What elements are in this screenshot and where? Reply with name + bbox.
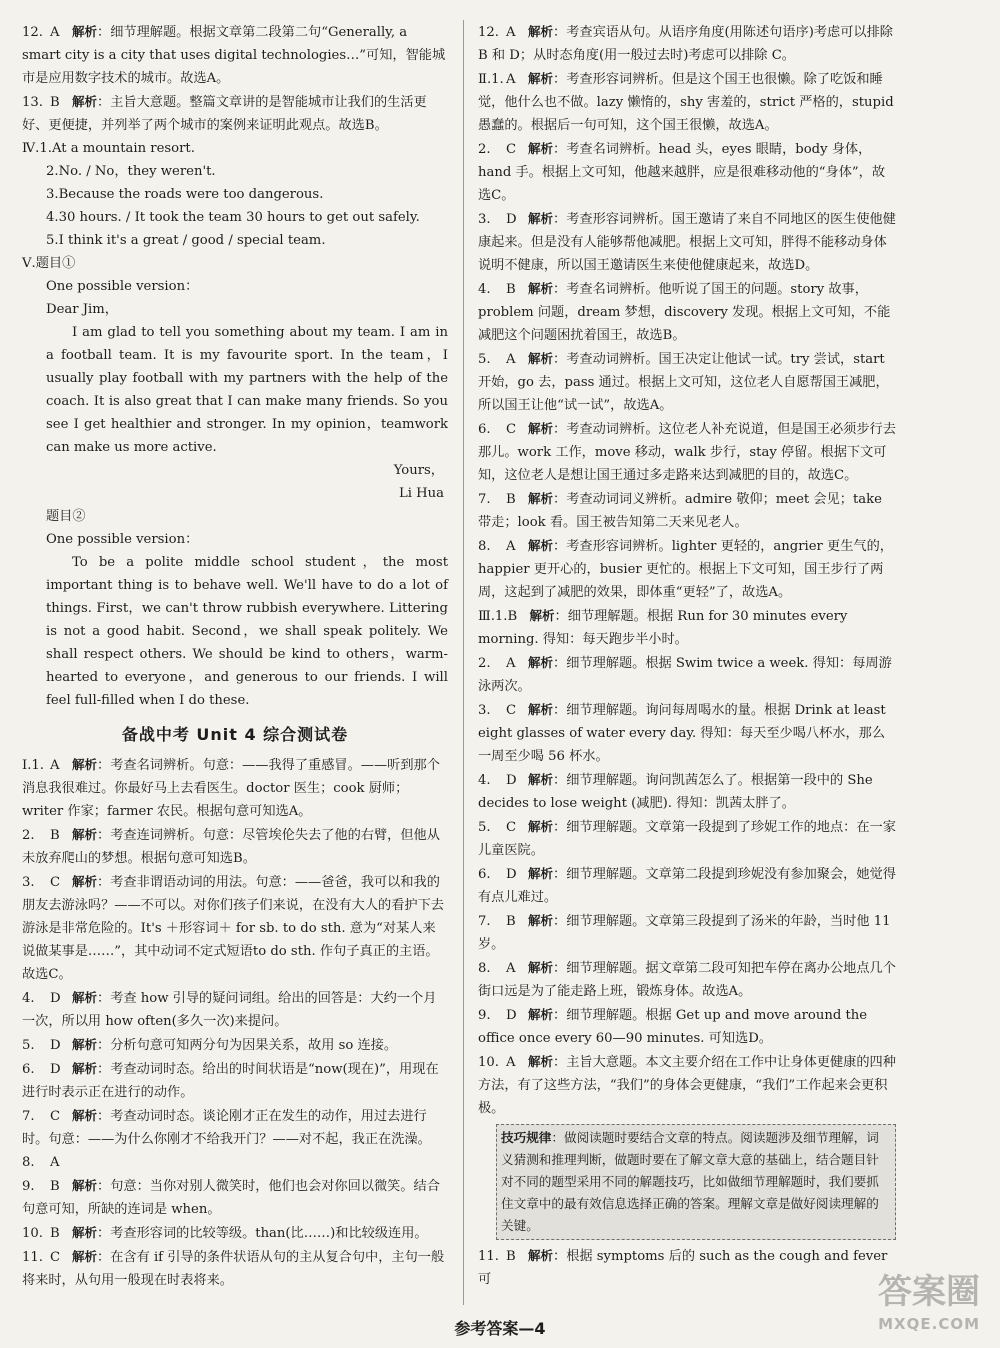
item-number: 8.: [22, 1155, 35, 1170]
explanation-label: 解析: [529, 608, 555, 623]
item-number: Ⅱ.1.: [478, 72, 504, 87]
answer-item: [478, 768, 896, 815]
answer-item: [22, 986, 448, 1033]
answer-item: [22, 90, 448, 137]
explanation-label: 解析: [72, 94, 98, 109]
answer-item: [22, 1221, 448, 1245]
explanation-text: 考查非谓语动词的用法。句意：——爸爸，我可以和我的朋友去游泳吗？——不可以。对你们孩子们来说，在没有大人的看护下去游泳是非常危险的。It's ＋形容词＋ for sb. to do sth. 意为“对某人来说做某事是……”，其中动词不定式短语to do sth. 作句子真正的主语。故选C。: [22, 875, 444, 982]
label-colon: ：: [97, 1062, 111, 1077]
explanation-label: 解析: [528, 772, 554, 787]
section-title: 备战中考 Unit 4 综合测试卷: [121, 725, 349, 744]
item-number: 10.: [22, 1226, 43, 1241]
item-number: 3.: [478, 212, 491, 227]
label-colon: ：: [97, 25, 111, 40]
tip-colon: ：: [551, 1130, 564, 1145]
page-footer: 参考答案—4: [454, 1319, 546, 1338]
item-answer: B: [506, 282, 516, 297]
explanation-label: 解析: [528, 1248, 554, 1263]
explanation-text: 细节理解题。文章第三段提到了汤米的年龄，当时他 11 岁。: [478, 914, 891, 952]
explanation-text: 细节理解题。根据 Swim twice a week. 得知：每周游泳两次。: [478, 656, 892, 694]
explanation-text: 根据 symptoms 后的 such as the cough and fever 可: [478, 1249, 888, 1287]
tip-text: 做阅读题时要结合文章的特点。阅读题涉及细节理解，词义猜测和推理判断，做题时要在了解文章大意的基础上，结合题目针对不同的题型采用不同的解题技巧，比如做细节理解题时，我们要抓住文章中的最有效信息选择正确的答案。理解文章是做好阅读理解的关键。: [501, 1130, 879, 1233]
watermark-text: 答案圈: [878, 1272, 980, 1312]
signoff-text: Li Hua: [398, 486, 444, 501]
explanation-label: 解析: [72, 990, 98, 1005]
label-colon: ：: [553, 961, 567, 976]
answer-line: 2.No. / No，they weren't.: [46, 164, 216, 179]
explanation-text: 分析句意可知两分句为因果关系，故用 so 连接。: [110, 1038, 398, 1053]
item-answer: A: [506, 352, 516, 367]
item-answer: C: [50, 1109, 61, 1124]
explanation-label: 解析: [528, 24, 554, 39]
item-number: 4.: [22, 991, 35, 1006]
answer-item: [478, 347, 896, 417]
tip-label: 技巧规律: [501, 1130, 552, 1145]
item-number: 10.: [478, 1055, 499, 1070]
item-answer: B: [507, 609, 518, 624]
item-number: 5.: [478, 352, 491, 367]
label-colon: ：: [553, 352, 567, 367]
section-line: Ⅴ.题目①: [22, 256, 76, 271]
answer-item: [22, 1174, 448, 1221]
label-colon: ：: [553, 773, 567, 788]
explanation-label: 解析: [528, 1007, 554, 1022]
answer-line: 4.30 hours. / It took the team 30 hours to get out safely.: [46, 210, 420, 225]
item-answer: B: [50, 1179, 60, 1194]
answer-item: [478, 487, 896, 534]
answer-line: One possible version：: [46, 279, 199, 294]
explanation-label: 解析: [72, 874, 98, 889]
item-answer: C: [506, 703, 517, 718]
item-number: 6.: [22, 1062, 35, 1077]
label-colon: ：: [553, 867, 567, 882]
label-colon: ：: [553, 422, 567, 437]
item-answer: A: [50, 25, 60, 40]
answer-item: [478, 1050, 896, 1120]
explanation-text: 考查动词词义辨析。admire 敬仰；meet 会见；take 带走；look 看。国王被告知第二天来见老人。: [478, 492, 882, 530]
item-answer: B: [506, 1249, 516, 1264]
explanation-label: 解析: [72, 1178, 98, 1193]
answer-item: [478, 67, 896, 137]
explanation-text: 在含有 if 引导的条件状语从句的主从复合句中，主句一般将来时，从句用一般现在时表将来。: [22, 1250, 445, 1288]
answer-item: [22, 870, 448, 986]
explanation-text: 细节理解题。文章第二段提到珍妮没有参加聚会，她觉得有点儿难过。: [478, 867, 896, 905]
item-answer: C: [50, 1250, 61, 1265]
item-number: 9.: [478, 1008, 491, 1023]
explanation-label: 解析: [528, 538, 554, 553]
answer-item: [478, 956, 896, 1003]
item-answer: A: [50, 758, 60, 773]
explanation-text: 主旨大意题。整篇文章讲的是智能城市让我们的生活更好、更便捷，并列举了两个城市的案例来证明此观点。故选B。: [22, 95, 427, 133]
item-number: 2.: [478, 656, 491, 671]
section-line: Ⅳ.1.At a mountain resort.: [22, 141, 195, 156]
explanation-text: 细节理解题。根据文章第二段第二句“Generally, a smart city is a city that uses digital technologies…”可知，智能城市是应用数字技术的城市。故选A。: [22, 25, 446, 86]
item-number: 11.: [22, 1250, 43, 1265]
explanation-label: 解析: [528, 421, 554, 436]
answer-item: [22, 1104, 448, 1151]
tip-box: [496, 1124, 896, 1240]
label-colon: ：: [553, 703, 567, 718]
explanation-text: 考查名词辨析。句意：——我得了重感冒。——听到那个消息我很难过。你最好马上去看医生。doctor 医生；cook 厨师；writer 作家；farmer 农民。根据句意可知选A。: [22, 758, 440, 819]
answer-item: [478, 137, 896, 207]
item-answer: A: [50, 1155, 60, 1170]
label-colon: ：: [553, 820, 567, 835]
item-number: 5.: [22, 1038, 35, 1053]
item-number: Ⅲ.1.: [478, 609, 508, 624]
item-answer: A: [506, 961, 516, 976]
answer-item: [478, 1003, 896, 1050]
explanation-label: 解析: [528, 351, 554, 366]
item-number: 4.: [478, 773, 491, 788]
explanation-text: 考查动词辨析。国王决定让他试一试。try 尝试，start 开始，go 去，pass 通过。根据上文可知，这位老人自愿帮国王减肥，所以国王让他“试一试”，故选A。: [478, 352, 889, 413]
item-answer: D: [50, 1038, 61, 1053]
explanation-text: 考查形容词辨析。国王邀请了来自不同地区的医生使他健康起来。但是没有人能够帮他减肥。根据上文可知，胖得不能移动身体说明不健康，所以国王邀请医生来使他健康起来，故选D。: [478, 212, 896, 273]
label-colon: ：: [97, 1179, 111, 1194]
answer-line: 题目②: [46, 509, 86, 524]
explanation-label: 解析: [528, 71, 554, 86]
item-number: 9.: [22, 1179, 35, 1194]
item-answer: B: [506, 914, 516, 929]
answer-item: [22, 1057, 448, 1104]
label-colon: ：: [97, 758, 111, 773]
label-colon: ：: [553, 72, 567, 87]
explanation-label: 解析: [72, 1249, 98, 1264]
answer-item: [478, 862, 896, 909]
explanation-text: 考查形容词辨析。但是这个国王也很懒。除了吃饭和睡觉，他什么也不做。lazy 懒惰的，shy 害羞的，strict 严格的，stupid 愚蠢的。根据后一句可知，这个国王很懒，故选A。: [478, 72, 894, 133]
label-colon: ：: [553, 656, 567, 671]
label-colon: ：: [553, 25, 567, 40]
answer-item: [478, 534, 896, 604]
answer-item: [22, 823, 448, 870]
label-colon: ：: [97, 991, 111, 1006]
item-number: 2.: [22, 828, 35, 843]
item-number: 7.: [478, 492, 491, 507]
item-answer: C: [50, 875, 61, 890]
label-colon: ：: [553, 212, 567, 227]
item-number: 4.: [478, 282, 491, 297]
watermark-url: MXQE.COM: [878, 1315, 980, 1333]
explanation-text: 考查名词辨析。head 头，eyes 眼睛，body 身体，hand 手。根据上文可知，他越来越胖，应是很难移动他的“身体”，故选C。: [478, 142, 886, 203]
item-number: 6.: [478, 422, 491, 437]
explanation-text: 细节理解题。据文章第二段可知把车停在离办公地点几个街口远是为了能走路上班，锻炼身体。故选A。: [478, 961, 896, 999]
answer-item: [478, 604, 896, 651]
column-divider: [463, 20, 464, 1305]
explanation-text: 考查形容词辨析。lighter 更轻的，angrier 更生气的，happier 更开心的，busier 更忙的。根据上下文可知，国王步行了两周，这起到了减肥的效果，即体重“更轻”了，故选A。: [478, 539, 893, 600]
item-answer: D: [50, 991, 61, 1006]
label-colon: ：: [553, 1008, 567, 1023]
explanation-label: 解析: [528, 960, 554, 975]
label-colon: ：: [97, 1038, 111, 1053]
answer-item: [478, 815, 896, 862]
item-answer: C: [506, 820, 517, 835]
explanation-label: 解析: [72, 1037, 98, 1052]
item-number: 8.: [478, 539, 491, 554]
explanation-text: 考查动词时态。谈论刚才正在发生的动作，用过去进行时。句意：——为什么你刚才不给我开门？——对不起，我正在洗澡。: [22, 1109, 431, 1147]
label-colon: ：: [553, 1055, 567, 1070]
item-number: 11.: [478, 1249, 499, 1264]
explanation-text: 细节理解题。询问凯茜怎么了。根据第一段中的 She decides to lose weight (减肥). 得知：凯茜太胖了。: [478, 773, 873, 811]
item-number: 8.: [478, 961, 491, 976]
explanation-label: 解析: [72, 1225, 98, 1240]
item-number: 3.: [22, 875, 35, 890]
essay-text: To be a polite middle school student，the most important thing is to behave well. We'll have to do a lot of things. First，we can't throw rubbish everywhere. Littering is not a good habit. Second，we shall speak politely. We shall respect others. We should be kind to others，warm-hearted to everyone，and generous to our friends. I will feel full-filled when I do these.: [46, 555, 448, 708]
explanation-text: 细节理解题。根据 Get up and move around the office once every 60—90 minutes. 可知选D。: [478, 1008, 868, 1046]
answer-item: [22, 1033, 448, 1057]
item-answer: B: [50, 828, 60, 843]
explanation-text: 考查名词辨析。他听说了国王的问题。story 故事，problem 问题，dream 梦想，discovery 发现。根据上文可知，不能减肥这个问题困扰着国王，故选B。: [478, 282, 891, 343]
item-number: 13.: [22, 95, 43, 110]
explanation-label: 解析: [72, 1108, 98, 1123]
explanation-text: 考查形容词的比较等级。than(比……)和比较级连用。: [110, 1226, 428, 1241]
explanation-label: 解析: [528, 281, 554, 296]
answer-item: [22, 1245, 448, 1292]
item-answer: D: [506, 1008, 517, 1023]
explanation-text: 考查 how 引导的疑问词组。给出的回答是：大约一个月一次，所以用 how often(多久一次)来提问。: [22, 991, 437, 1029]
explanation-text: 考查动词辨析。这位老人补充说道，但是国王必须步行去那儿。work 工作，move 移动，walk 步行，stay 停留。根据下文可知，这位老人是想让国王通过多走路来达到减肥的目的，故选C。: [478, 422, 896, 483]
item-number: Ⅰ.1.: [22, 758, 44, 773]
explanation-text: 考查动词时态。给出的时间状语是“now(现在)”，用现在进行时表示正在进行的动作。: [22, 1062, 439, 1100]
label-colon: ：: [97, 828, 111, 843]
label-colon: ：: [97, 875, 111, 890]
label-colon: ：: [554, 609, 568, 624]
explanation-label: 解析: [528, 702, 554, 717]
label-colon: ：: [553, 492, 567, 507]
explanation-text: 细节理解题。询问每周喝水的量。根据 Drink at least eight glasses of water every day. 得知：每天至少喝八杯水，那么一周至少喝 56 杯水。: [478, 703, 886, 764]
explanation-label: 解析: [528, 913, 554, 928]
item-answer: D: [506, 867, 517, 882]
item-number: 7.: [22, 1109, 35, 1124]
essay-signoff: [22, 459, 448, 482]
label-colon: ：: [553, 539, 567, 554]
answer-item: [478, 698, 896, 768]
label-colon: ：: [553, 1249, 567, 1264]
item-answer: A: [506, 1055, 516, 1070]
explanation-label: 解析: [528, 491, 554, 506]
answer-item: [478, 207, 896, 277]
answer-line: One possible version：: [46, 532, 199, 547]
answer-line: Dear Jim，: [46, 302, 118, 317]
essay-paragraph: [22, 551, 448, 712]
answer-item: [22, 20, 448, 90]
answer-item: [478, 417, 896, 487]
answer-item: [22, 1151, 448, 1174]
item-answer: D: [50, 1062, 61, 1077]
explanation-text: 细节理解题。文章第一段提到了珍妮工作的地点：在一家儿童医院。: [478, 820, 896, 858]
item-answer: D: [506, 773, 517, 788]
explanation-label: 解析: [72, 24, 98, 39]
signoff-text: Yours，: [393, 463, 444, 478]
explanation-label: 解析: [528, 141, 554, 156]
essay-text: I am glad to tell you something about my team. I am in a football team. It is my favourite sport. In the team，I usually play football with my partners with the help of the coach. It is also great that I can make many friends. So you see I get healthier and stronger. In my opinion，teamwork can make us more active.: [46, 325, 448, 455]
item-answer: D: [506, 212, 517, 227]
item-answer: A: [506, 72, 516, 87]
label-colon: ：: [97, 1250, 111, 1265]
item-number: 12.: [22, 25, 43, 40]
explanation-label: 解析: [528, 866, 554, 881]
item-number: 2.: [478, 142, 491, 157]
explanation-text: 考查宾语从句。从语序角度(用陈述句语序)考虑可以排除 B 和 D；从时态角度(用一般过去时)考虑可以排除 C。: [478, 25, 893, 63]
item-answer: B: [50, 1226, 60, 1241]
explanation-label: 解析: [528, 819, 554, 834]
answer-line: 5.I think it's a great / good / special team.: [46, 233, 326, 248]
label-colon: ：: [553, 142, 567, 157]
item-number: 7.: [478, 914, 491, 929]
item-answer: A: [506, 656, 516, 671]
label-colon: ：: [97, 95, 111, 110]
item-answer: C: [506, 422, 517, 437]
answer-item: [478, 651, 896, 698]
explanation-label: 解析: [72, 1061, 98, 1076]
item-answer: B: [506, 492, 516, 507]
essay-signoff: [22, 482, 448, 505]
item-answer: C: [506, 142, 517, 157]
answer-item: [478, 909, 896, 956]
explanation-text: 句意：当你对别人微笑时，他们也会对你回以微笑。结合句意可知，所缺的连词是 when。: [22, 1179, 440, 1217]
explanation-label: 解析: [72, 757, 98, 772]
item-number: 3.: [478, 703, 491, 718]
answer-line: 3.Because the roads were too dangerous.: [46, 187, 324, 202]
item-answer: B: [50, 95, 60, 110]
label-colon: ：: [553, 282, 567, 297]
item-number: 6.: [478, 867, 491, 882]
explanation-text: 考查连词辨析。句意：尽管埃伦失去了他的右臂，但他从未放弃爬山的梦想。根据句意可知选B。: [22, 828, 440, 866]
item-answer: A: [506, 539, 516, 554]
answer-item: [478, 277, 896, 347]
item-answer: A: [506, 25, 516, 40]
label-colon: ：: [553, 914, 567, 929]
essay-paragraph: [22, 321, 448, 459]
explanation-text: 主旨大意题。本文主要介绍在工作中让身体更健康的四种方法，有了这些方法，“我们”的身体会更健康，“我们”工作起来会更积极。: [478, 1055, 896, 1116]
right-column: [478, 20, 896, 1291]
left-column: [22, 20, 448, 1292]
item-number: 5.: [478, 820, 491, 835]
label-colon: ：: [97, 1226, 111, 1241]
item-number: 12.: [478, 25, 499, 40]
label-colon: ：: [97, 1109, 111, 1124]
answer-item: [478, 20, 896, 67]
answer-item: [22, 753, 448, 823]
explanation-label: 解析: [72, 827, 98, 842]
watermark-logo: [810, 1272, 980, 1336]
explanation-label: 解析: [528, 211, 554, 226]
explanation-text: 细节理解题。根据 Run for 30 minutes every morning. 得知：每天跑步半小时。: [478, 609, 848, 647]
explanation-label: 解析: [528, 655, 554, 670]
explanation-label: 解析: [528, 1054, 554, 1069]
